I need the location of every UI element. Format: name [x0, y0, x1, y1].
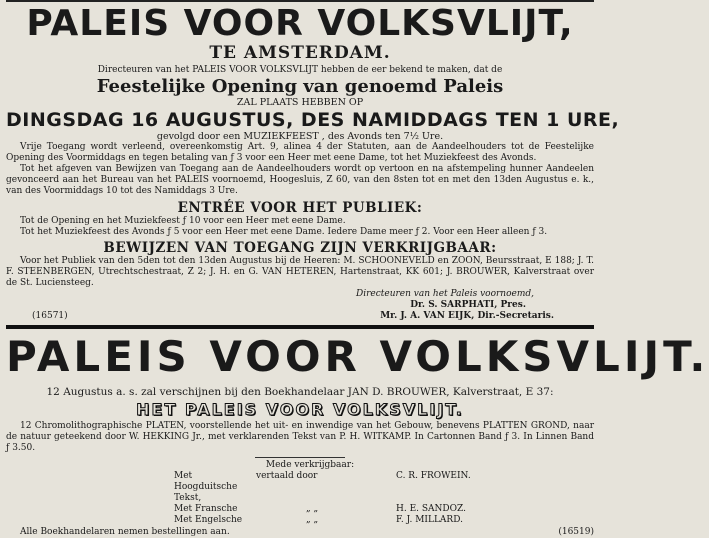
- ad2-footer: Alle Boekhandelaren nemen bestellingen aan.: [20, 526, 230, 537]
- ad1-para2: Tot het afgeven van Bewijzen van Toegang aan de Aandeelhouders wordt op vertoon en na afstempeling hunner Aandeelen gevonceerd aan het Bureau van het PALEIS voornoemd, Hoogesluis, Z 60, van den 8sten tot en met den 13den Augustus e. k., van des Voormiddags 10 tot des Namiddags 3 Ure.: [6, 164, 594, 196]
- ad2-title: PALEIS VOOR VOLKSVLIJT.: [6, 332, 709, 381]
- ad1-entree-line1: Tot de Opening en het Muziekfeest ƒ 10 voor een Heer met eene Dame.: [20, 216, 346, 226]
- ad2-row-language: Met Hoogduitsche Tekst,: [174, 470, 238, 503]
- short-rule: [255, 457, 345, 458]
- ad1-entree-heading: ENTRÉE VOOR HET PUBLIEK:: [177, 200, 423, 216]
- ad2-para: 12 Chromolithographische PLATEN, voorstellende het uit- en inwendige van het Gebouw, benevens PLATTEN GROND, naar de natuur geteekend door W. HEKKING Jr., met verklarenden Tekst van P. H. WITKAMP. In Cartonnen Band ƒ 3. In Linnen Band ƒ 3.50.: [6, 420, 594, 453]
- ad1-number: (16571): [32, 311, 68, 321]
- ad1-signature-row: [6, 300, 594, 322]
- ad1-directeuren: Directeuren van het Paleis voornoemd,: [356, 289, 534, 299]
- separator-rule: [6, 325, 594, 329]
- advertisement-opening: [6, 3, 620, 322]
- advertisement-book: [6, 332, 709, 538]
- ad2-number: (16519): [558, 526, 594, 537]
- ad2-row: [174, 504, 594, 515]
- ad2-row-language: Met Fransche: [174, 503, 238, 514]
- ad1-title: PALEIS VOOR VOLKSVLIJT,: [26, 3, 574, 44]
- ad1-sig-president: Dr. S. SARPHATI, Pres.: [410, 300, 526, 310]
- ad2-row-translator: C. R. FROWEIN.: [396, 470, 471, 481]
- ad1-sig-secretary: Mr. J. A. VAN EIJK, Dir.-Secretaris.: [380, 311, 554, 321]
- ad2-row-translator: F. J. MILLARD.: [396, 514, 463, 525]
- ad2-row-vertaald: vertaald door: [256, 470, 318, 481]
- ad1-subtitle: TE AMSTERDAM.: [209, 43, 391, 63]
- ad2-row: [174, 515, 594, 526]
- ad1-headline: Feestelijke Opening van genoemd Paleis: [96, 76, 504, 97]
- ad2-row-vertaald: „ „: [306, 503, 319, 514]
- ad1-bewijzen-text: Voor het Publiek van den 5den tot den 13den Augustus bij de Heeren: M. SCHOONEVELD en ZOON, Beursstraat, E 188; J. T. F. STEENBERGEN, Utrechtschestraat, Z 2; J. H. en G. VAN HETEREN, Hartenstraat, KK 601; J. BROUWER, Kalverstraat over de St. Luciensteeg.: [6, 256, 594, 288]
- ad2-footer-row: [6, 527, 594, 538]
- ad2-intro: 12 Augustus a. s. zal verschijnen bij den Boekhandelaar JAN D. BROUWER, Kalverstraat, E 37:: [46, 386, 554, 398]
- ad1-date: DINGSDAG 16 AUGUSTUS, DES NAMIDDAGS TEN 1 URE,: [6, 108, 620, 131]
- ad1-intro: Directeuren van het PALEIS VOOR VOLKSVLIJT hebben de eer bekend te maken, dat de: [97, 65, 503, 75]
- ad2-mede: Mede verkrijgbaar:: [265, 459, 355, 470]
- ad2-row-language: Met Engelsche: [174, 514, 243, 525]
- ad1-entree-line2: Tot het Muziekfeest des Avonds ƒ 5 voor een Heer met eene Dame. Iedere Dame meer ƒ 2. Voor een Heer alleen ƒ 3.: [20, 227, 548, 237]
- ad1-signatures: [380, 300, 594, 322]
- ad1-para1: Vrije Toegang wordt verleend, overeenkomstig Art. 9, alinea 4 der Statuten, aan de Aandeelhouders tot de Feestelijke Opening des Voormiddags en tegen betaling van ƒ 3 voor een Heer met eene Dame, tot het Muziekfeest des Avonds.: [6, 142, 594, 163]
- ad2-row: [174, 471, 594, 504]
- ad1-zal: ZAL PLAATS HEBBEN OP: [236, 97, 364, 108]
- ad2-row-translator: H. E. SANDOZ.: [396, 503, 466, 514]
- ad1-bewijzen-heading: BEWIJZEN VAN TOEGANG ZIJN VERKRIJGBAAR:: [103, 240, 497, 256]
- ad2-headline: HET PALEIS VOOR VOLKSVLIJT.: [136, 399, 464, 419]
- ad2-row-vertaald: „ „: [306, 514, 319, 525]
- ad1-gevolgd: gevolgd door een MUZIEKFEEST , des Avonds ten 7½ Ure.: [156, 130, 444, 142]
- top-rule: [6, 0, 594, 2]
